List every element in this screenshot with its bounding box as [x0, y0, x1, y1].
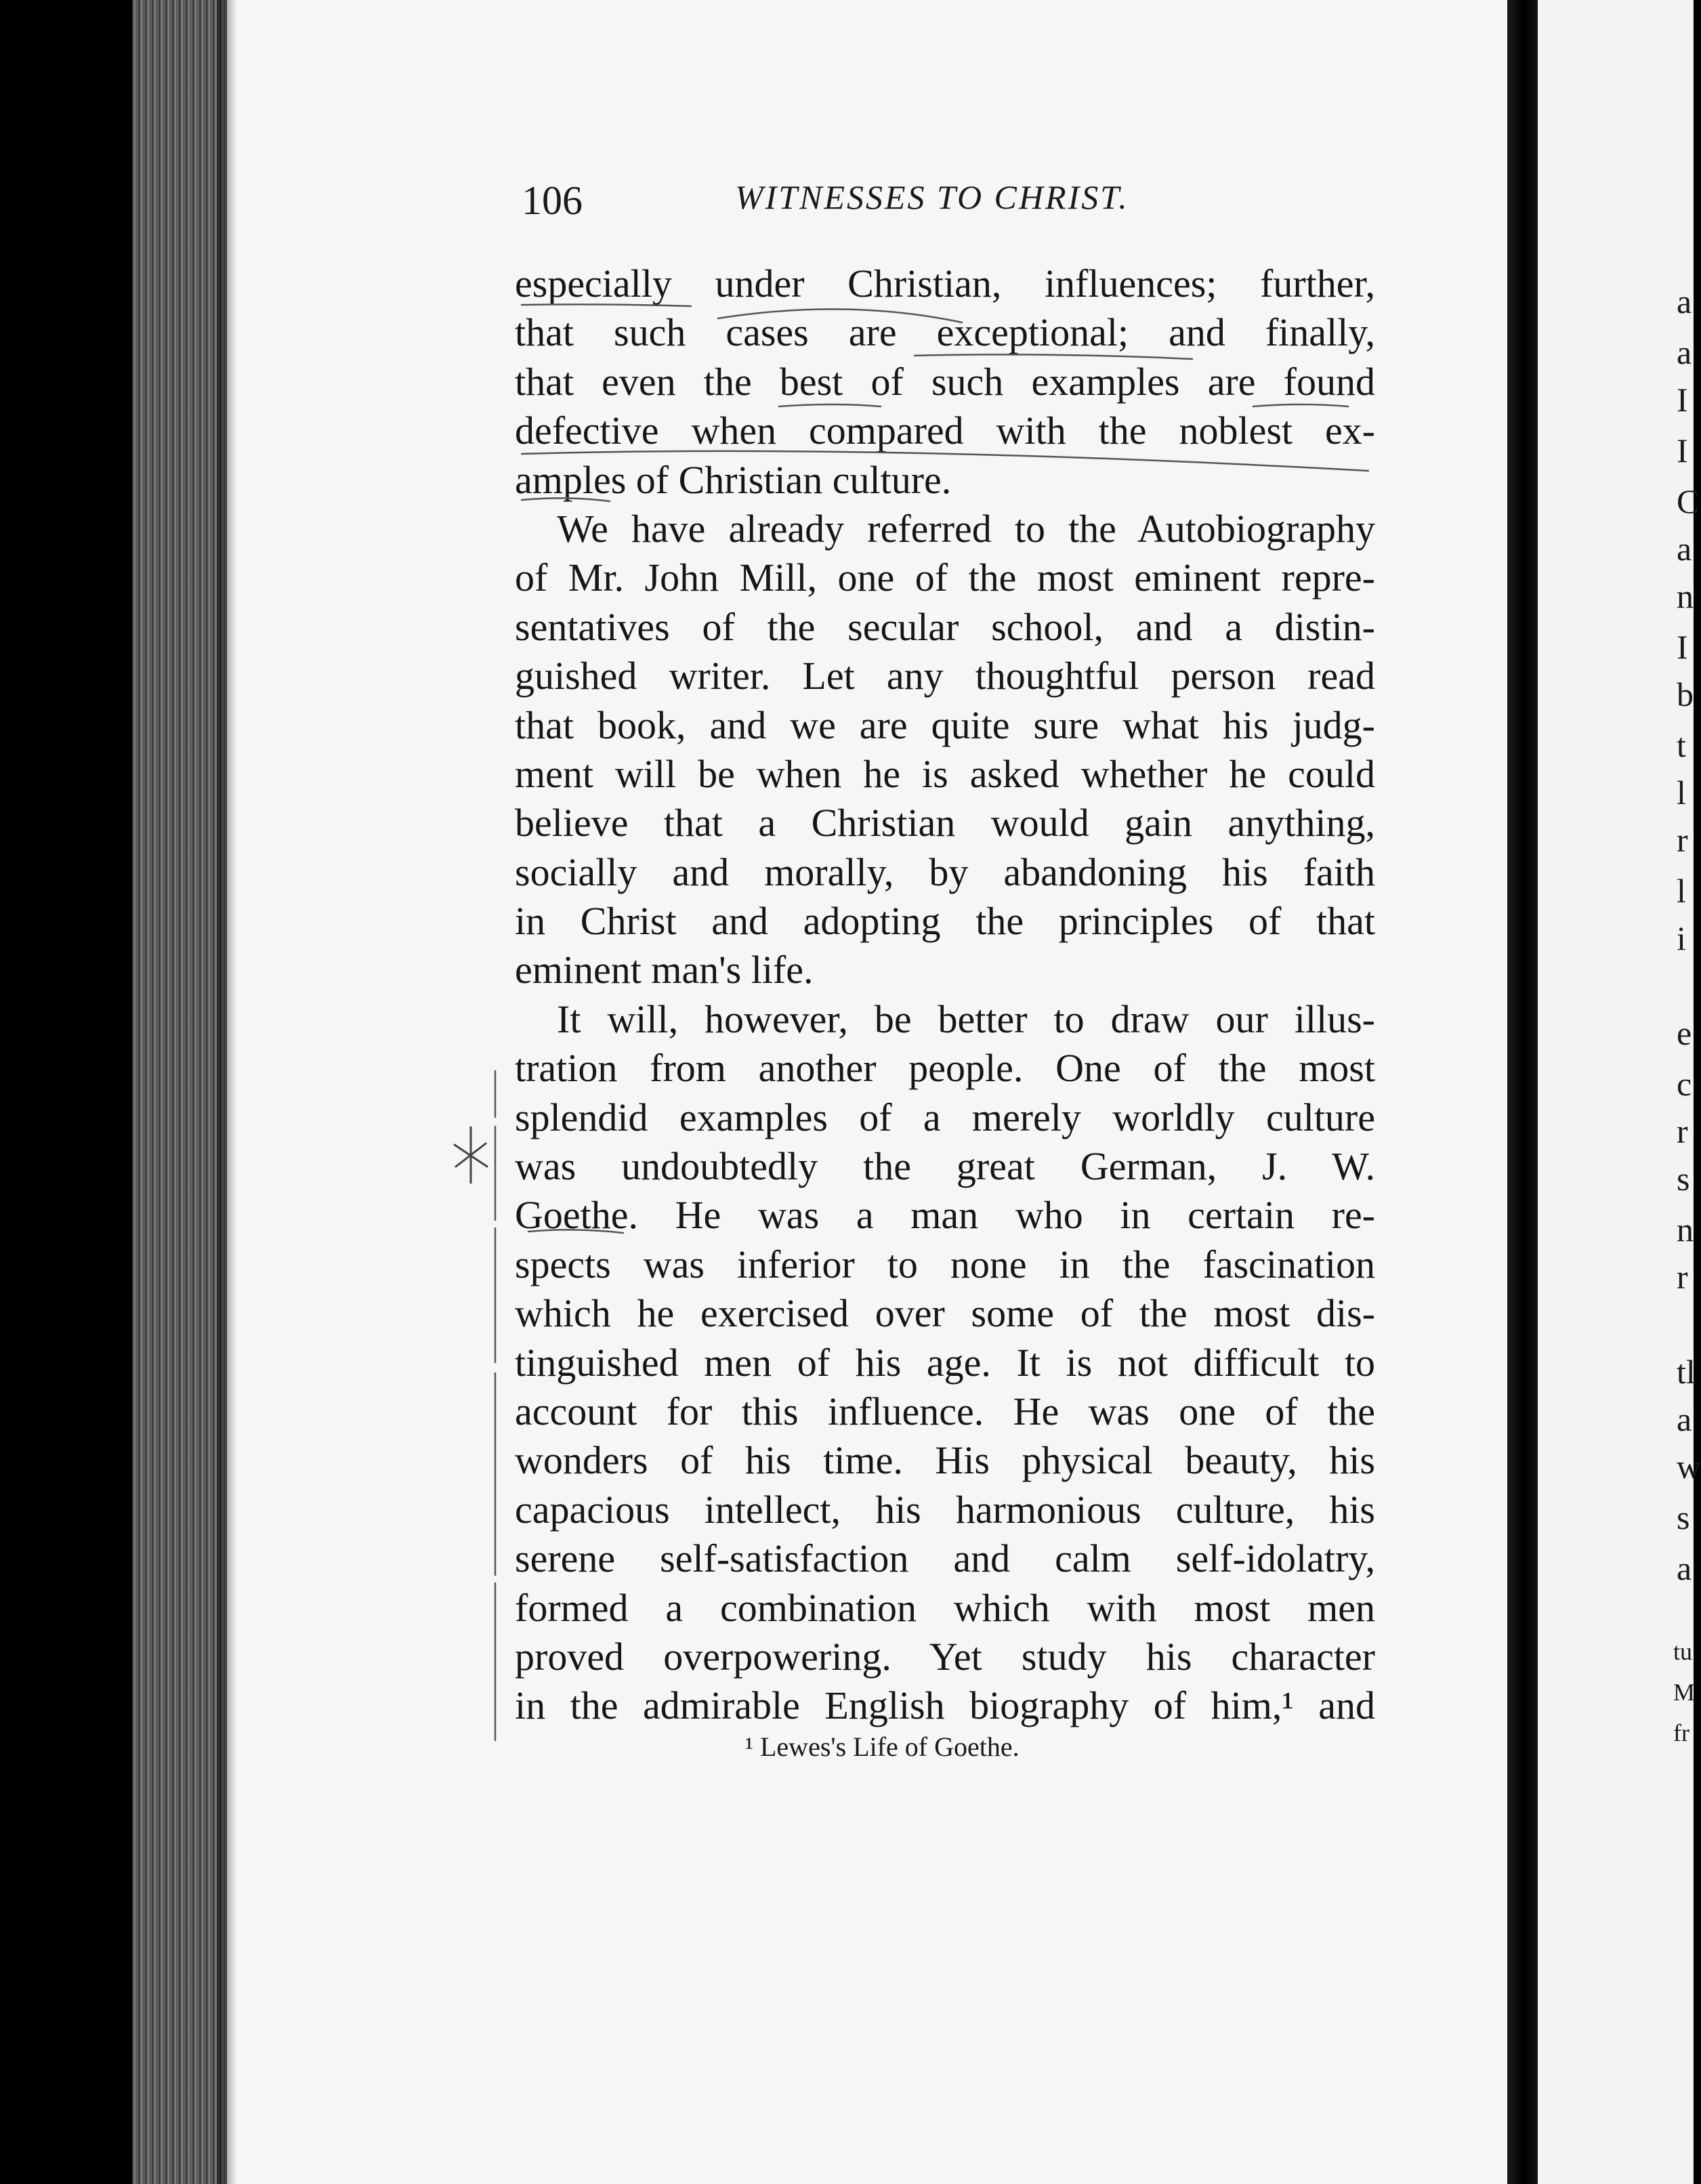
text-line: socially and morally, by abandoning his faith — [515, 849, 1375, 894]
facing-page-fragment: I — [1677, 432, 1688, 469]
facing-page-fragment: a — [1677, 282, 1692, 320]
text-line: splendid examples of a merely worldly culture — [515, 1095, 1375, 1139]
running-header — [522, 177, 1375, 223]
text-line: formed a combination which with most men — [515, 1585, 1375, 1630]
page-number: 106 — [522, 178, 583, 223]
facing-page-fragment: I — [1677, 628, 1688, 666]
book-gutter — [1507, 0, 1541, 2184]
text-line: wonders of his time. His physical beauty, his — [515, 1438, 1375, 1483]
text-line: was undoubtedly the great German, J. W. — [515, 1144, 1375, 1189]
facing-page-fragment: s — [1677, 1160, 1690, 1198]
text-line: account for this influence. He was one of the — [515, 1389, 1375, 1433]
facing-page-fragment: a — [1677, 1549, 1692, 1587]
facing-page-fragment: a — [1677, 1400, 1692, 1438]
text-line: We have already referred to the Autobiography — [557, 506, 1375, 551]
text-line: tinguished men of his age. It is not difficult to — [515, 1340, 1375, 1385]
footnote: ¹ Lewes's Life of Goethe. — [745, 1731, 1020, 1762]
facing-page-fragment: a — [1677, 530, 1692, 568]
facing-page-fragment: M — [1673, 1679, 1696, 1706]
text-line: sentatives of the secular school, and a distin- — [515, 604, 1375, 649]
text-line: amples of Christian culture. — [515, 457, 952, 502]
text-line: that even the best of such examples are found — [515, 359, 1375, 404]
facing-page-fragment: a — [1677, 333, 1692, 371]
facing-page-fragment: n — [1677, 577, 1694, 615]
facing-page-fragment: I — [1677, 381, 1688, 419]
text-line: proved overpowering. Yet study his character — [515, 1634, 1375, 1679]
pencil-margin-bracket — [493, 1070, 497, 1741]
facing-page-fragment: n — [1677, 1211, 1694, 1248]
facing-page-fragment: tu — [1673, 1638, 1693, 1665]
text-line: of Mr. John Mill, one of the most eminent repre- — [515, 555, 1375, 600]
text-line: especially under Christian, influences; further, — [515, 261, 1375, 306]
facing-page-fragment: s — [1677, 1498, 1690, 1536]
facing-page-fragment: fr — [1673, 1719, 1689, 1746]
facing-page-fragment: w — [1677, 1448, 1701, 1486]
facing-page-fragment: tl — [1677, 1353, 1696, 1391]
text-line: capacious intellect, his harmonious culture, his — [515, 1487, 1375, 1532]
text-line: Goethe. He was a man who in certain re- — [515, 1193, 1375, 1238]
facing-page-fragment: c — [1677, 1065, 1692, 1103]
text-line: serene self-satisfaction and calm self-idolatry, — [515, 1536, 1375, 1581]
facing-page-fragment: i — [1677, 919, 1686, 957]
facing-page-fragment: C — [1677, 482, 1700, 520]
text-line: defective when compared with the noblest ex- — [515, 408, 1375, 453]
text-line: guished writer. Let any thoughtful person read — [515, 654, 1375, 698]
facing-page-fragment: r — [1677, 1112, 1688, 1150]
text-line: eminent man's life. — [515, 948, 814, 992]
page-edge-shadow — [217, 0, 237, 2184]
facing-page-fragment: e — [1677, 1014, 1692, 1052]
text-line: ment will be when he is asked whether he could — [515, 751, 1375, 796]
facing-page-fragment: r — [1677, 821, 1688, 859]
facing-page-fragment: b — [1677, 675, 1694, 713]
text-line: spects was inferior to none in the fascination — [515, 1242, 1375, 1286]
facing-page-fragment: l — [1677, 774, 1686, 812]
text-line: that such cases are exceptional; and finally, — [515, 310, 1375, 355]
facing-page-fragment: r — [1677, 1258, 1688, 1296]
text-line: believe that a Christian would gain anything, — [515, 801, 1375, 845]
facing-page-fragment: l — [1677, 872, 1686, 910]
text-line: that book, and we are quite sure what his judg- — [515, 702, 1375, 747]
text-line: in Christ and adopting the principles of that — [515, 899, 1375, 944]
text-line: It will, however, be better to draw our illus- — [557, 996, 1375, 1041]
book-page-edges — [132, 0, 227, 2184]
running-title: WITNESSES TO CHRIST. — [735, 178, 1129, 216]
text-line: tration from another people. One of the most — [515, 1046, 1375, 1091]
pencil-asterisk-mark — [450, 1125, 491, 1185]
facing-page — [1538, 0, 1694, 2184]
text-line: in the admirable English biography of him,¹ and — [515, 1683, 1375, 1728]
body-text — [515, 259, 1375, 1731]
text-line: which he exercised over some of the most dis- — [515, 1291, 1375, 1336]
facing-page-fragment: t — [1677, 726, 1686, 764]
